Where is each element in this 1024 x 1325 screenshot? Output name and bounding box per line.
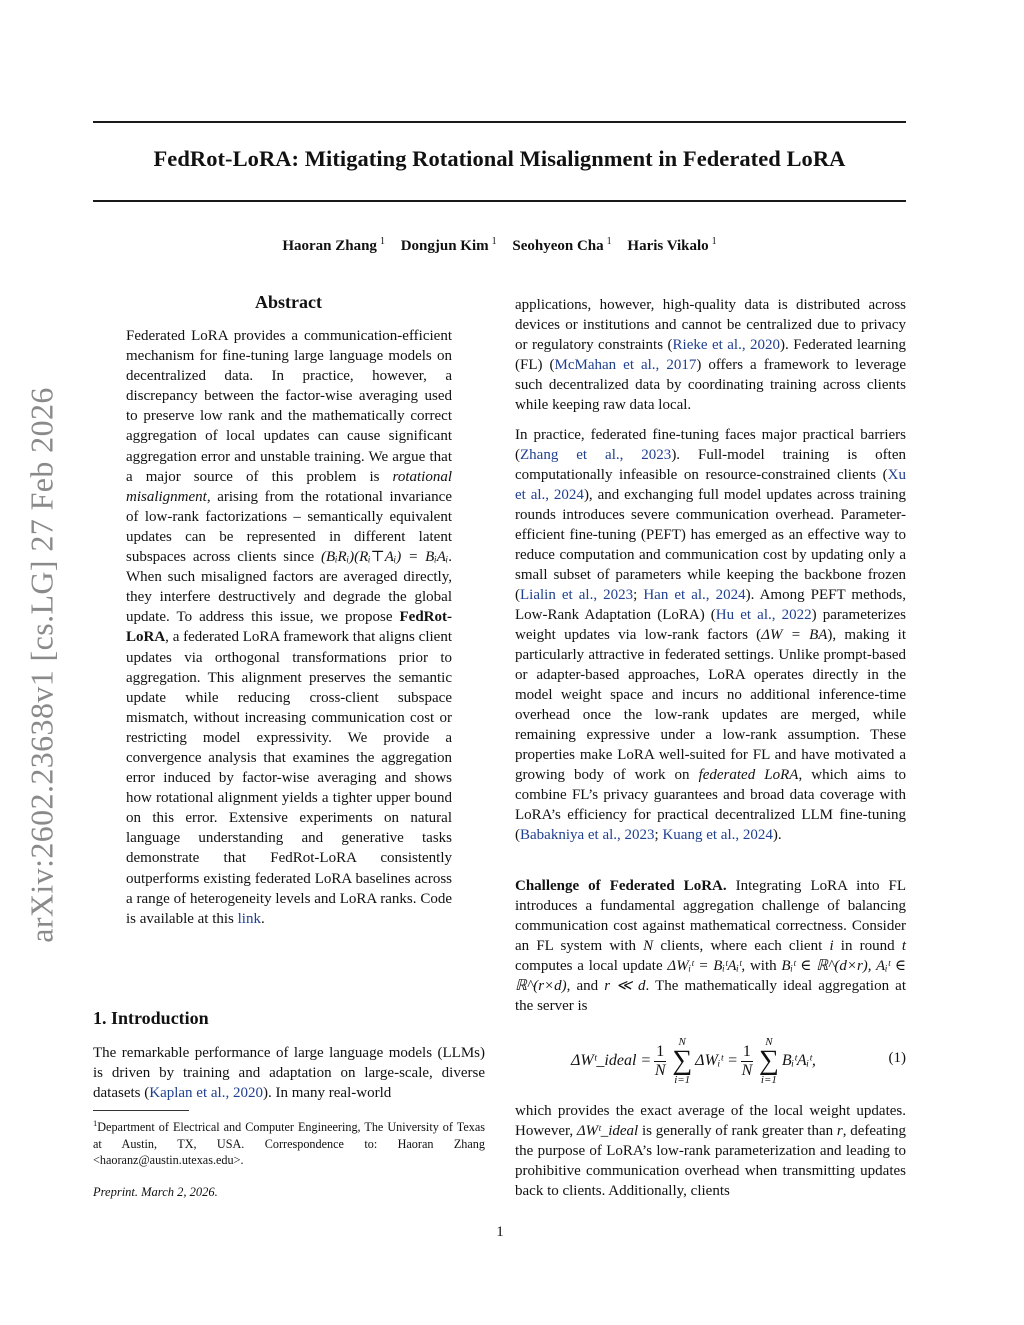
intro-paragraph: [93, 1043, 485, 1103]
abstract-text: Federated LoRA provides a communication-efficient mechanism for fine-tuning large language models on decentralized data. In practice, however, a discrepancy between the factor-wise averaging used to preserve low rank and the mathematically correct aggregation of local updates can cause significant aggregation error and unstable training. We argue that a major source of this problem is: [126, 328, 452, 485]
paragraph-heading: Challenge of Federated LoRA.: [515, 878, 727, 894]
abstract-paragraph: [126, 326, 452, 929]
abstract-text: , a federated LoRA framework that aligns client updates via orthogonal transformations prior to aggregation. This alignment preserves the semantic update while reducing cross-client subspace mismatch, without increasing communication cost or restricting model expressivity. We provide a convergence analysis that examines the aggregation error induced by factor-wise averaging and shows how rotational alignment yields a tighter upper bound on this error. Extensive experiments on natural language understanding and generative tasks demonstrate that FedRot-LoRA consistently outperforms existing federated LoRA baselines across a range of heterogeneity levels and LoRA ranks. Code is available at this: [126, 629, 452, 927]
body-text: , with: [741, 958, 782, 974]
body-text: Integrating LoRA into FL introduces a fundamental aggregation challenge of balancing communication cost against mathematical correctness. Consider an FL system with: [515, 878, 906, 954]
equation-term: BᵢᵗAᵢᵗ,: [781, 1052, 816, 1069]
fraction-denominator: N: [654, 1061, 666, 1079]
summation: [759, 1036, 779, 1086]
abstract-heading: Abstract: [255, 292, 322, 312]
citation-link[interactable]: Lialin et al., 2023: [520, 587, 634, 603]
fraction-numerator: 1: [656, 1042, 665, 1060]
paper-title: FedRot-LoRA: Mitigating Rotational Misalignment in Federated LoRA: [153, 146, 846, 171]
affiliation-mark: 1: [606, 236, 612, 247]
introduction-body: [93, 1043, 485, 1103]
body-text: ).: [772, 827, 782, 843]
citation-link[interactable]: Hu et al., 2022: [715, 607, 812, 623]
footnote-mark: 1: [93, 1118, 98, 1128]
emphasis: federated LoRA: [698, 767, 799, 783]
page-number: 1: [496, 1224, 504, 1240]
code-link[interactable]: link: [237, 910, 261, 927]
inline-math: ΔW = BA: [761, 627, 828, 643]
method-name: FedRot-LoRA: [126, 609, 452, 646]
equation-1: [515, 1033, 906, 1089]
section-heading-introduction: 1. Introduction: [93, 1008, 209, 1028]
body-text: which provides the exact average of the local weight updates. However,: [515, 1103, 906, 1139]
inline-math: r ≪ d: [604, 978, 646, 994]
footnote-text: Department of Electrical and Computer Engineering, The University of Texas at Austin, TX, USA. Correspondence to: Haoran Zhang <haoranz@austin.utexas.edu>.: [93, 1120, 485, 1168]
citation-link[interactable]: Zhang et al., 2023: [520, 447, 672, 463]
sum-lower: i=1: [760, 1074, 777, 1086]
citation-link[interactable]: McMahan et al., 2017: [554, 357, 697, 373]
right-paragraph: [515, 1101, 906, 1201]
affiliation-mark: 1: [711, 236, 717, 247]
inline-math: i: [829, 938, 834, 954]
body-text: ), and exchanging full model updates across training rounds introduces severe communication overhead. Parameter-efficient fine-tuning (PEFT) has emerged as an effective way to reduce computation and communication cost by updating only a small subset of parameters while keeping the backbone frozen (: [515, 487, 906, 603]
body-text: ). Full-model training is often computationally infeasible on resource-constrained clients (: [515, 447, 906, 483]
body-text: ) offers a framework to leverage such decentralized data by coordinating training across clients while keeping raw data local.: [515, 357, 906, 413]
intro-text: The remarkable performance of large language models (LLMs) is driven by training and adaptation on large-scale, diverse datasets (: [93, 1045, 485, 1101]
body-text: In practice, federated fine-tuning faces major practical barriers (: [515, 427, 906, 463]
inline-math: t: [901, 938, 906, 954]
abstract-emphasis: rotational misalignment: [126, 468, 452, 505]
body-text: ;: [633, 587, 644, 603]
inline-math: N: [643, 938, 654, 954]
author-list: [93, 236, 906, 255]
equation-term: ΔWᵢᵗ =: [695, 1052, 738, 1069]
abstract-body: [126, 326, 452, 929]
author: [627, 238, 716, 254]
body-text: clients, where each client: [653, 938, 830, 954]
affiliation-mark: 1: [379, 236, 385, 247]
body-text: ;: [654, 827, 663, 843]
author: [401, 238, 497, 254]
citation-link[interactable]: Rieke et al., 2020: [672, 337, 781, 353]
author-name: Haris Vikalo: [627, 238, 709, 254]
sigma-icon: ∑: [672, 1045, 693, 1076]
fraction: [654, 1043, 666, 1080]
body-text: computes a local update: [515, 958, 668, 974]
equation-body: [571, 1033, 816, 1089]
title-bottom-rule: [93, 200, 906, 202]
body-text: ) parameterizes weight updates via low-rank factors (: [515, 607, 906, 643]
right-paragraph: [515, 425, 906, 845]
body-text: in round: [833, 938, 902, 954]
sigma-icon: ∑: [758, 1045, 779, 1076]
sum-lower: i=1: [674, 1074, 691, 1086]
right-paragraph: [515, 295, 906, 415]
right-paragraph: [515, 876, 906, 1016]
body-text: ). Among PEFT methods, Low-Rank Adaptation (LoRA) (: [515, 587, 906, 623]
sum-upper: N: [678, 1036, 686, 1048]
inline-math: ΔWᵗ_ideal: [576, 1123, 639, 1139]
abstract-math: (BᵢRᵢ)(Rᵢ⊤Aᵢ) = BᵢAᵢ: [321, 549, 449, 566]
body-text: , defeating the purpose of LoRA’s low-rank parameterization and leading to prohibitive communication overhead when transmitting updates back to clients. Additionally, clients: [515, 1123, 907, 1199]
top-rule: [93, 121, 906, 123]
body-text: applications, however, high-quality data is distributed across devices or institutions and cannot be centralized due to privacy or regulatory constraints (: [515, 297, 906, 353]
preprint-notice: Preprint. March 2, 2026.: [93, 1185, 218, 1199]
abstract-text: . When such misaligned factors are averaged directly, they interfere destructively and degrade the global update. To address this issue, we propose: [126, 549, 452, 626]
equation-lhs: ΔWᵗ_ideal =: [571, 1052, 652, 1069]
affiliation-mark: 1: [491, 236, 497, 247]
citation-link[interactable]: Babakniya et al., 2023: [520, 827, 655, 843]
sum-upper: N: [765, 1036, 773, 1048]
author: [282, 238, 385, 254]
body-text: . The mathematically ideal aggregation at the server is: [515, 978, 906, 1014]
inline-math: r: [836, 1123, 843, 1139]
citation-link[interactable]: Kaplan et al., 2020: [149, 1085, 263, 1101]
footnote: [93, 1115, 485, 1169]
intro-text: ). In many real-world: [262, 1085, 392, 1101]
author: [512, 238, 611, 254]
fraction: [741, 1043, 753, 1080]
body-text: ). Federated learning (FL) (: [515, 337, 906, 373]
abstract-text: , arising from the rotational invariance of low-rank factorizations – semantically equivalent updates can be represented in different latent subspaces across clients since: [126, 488, 452, 566]
author-name: Dongjun Kim: [400, 238, 489, 254]
fraction-numerator: 1: [742, 1042, 751, 1060]
footnote-rule: [93, 1110, 189, 1111]
abstract-text: .: [260, 910, 265, 927]
citation-link[interactable]: Xu et al., 2024: [515, 467, 906, 503]
author-name: Seohyeon Cha: [512, 238, 604, 254]
body-text: , and: [566, 978, 605, 994]
summation: [672, 1036, 692, 1086]
citation-link[interactable]: Han et al., 2024: [643, 587, 746, 603]
inline-math: ΔWᵢᵗ = BᵢᵗAᵢᵗ: [667, 958, 742, 974]
body-text: ), making it particularly attractive in federated settings. Unlike prompt-based or adapter-based approaches, LoRA operates directly in the model weight space and incurs no additional inference-time overhead once the low-rank updates are merged, while remaining expressive under a low-rank assumption. These properties make LoRA well-suited for FL and have motivated a growing body of work on: [515, 627, 906, 783]
body-text: is generally of rank greater than: [638, 1123, 837, 1139]
arxiv-id: arXiv:2602.23638v1 [cs.LG] 27 Feb 2026: [23, 387, 60, 943]
author-name: Haoran Zhang: [282, 238, 377, 254]
inline-math: Bᵢᵗ ∈ ℝ^(d×r), Aᵢᵗ ∈ ℝ^(r×d): [515, 958, 906, 994]
citation-link[interactable]: Kuang et al., 2024: [662, 827, 773, 843]
fraction-denominator: N: [741, 1061, 753, 1079]
body-text: , which aims to combine FL’s privacy guarantees and broad data coverage with LoRA’s efficiency for practical decentralized LLM fine-tuning (: [515, 767, 906, 843]
equation-number: (1): [888, 1050, 906, 1066]
